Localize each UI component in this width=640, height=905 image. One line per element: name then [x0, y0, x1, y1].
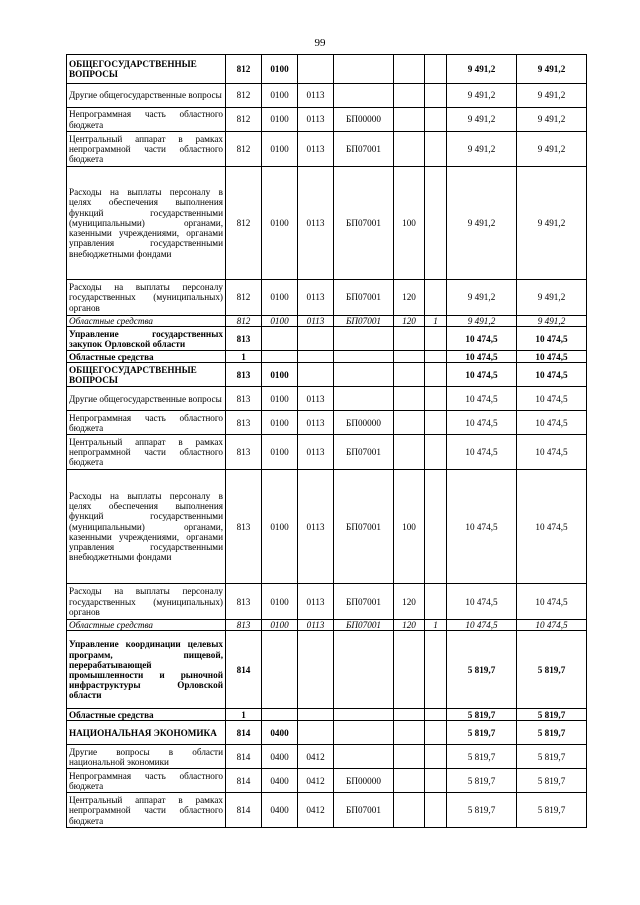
row-funding-source	[425, 351, 447, 363]
row-ved-code: 812	[226, 55, 262, 84]
row-name: Областные средства	[67, 620, 226, 631]
row-amount-1: 10 474,5	[447, 584, 517, 620]
row-target-article: БП07001	[334, 280, 394, 316]
row-funding-source	[425, 411, 447, 435]
row-amount-1: 9 491,2	[447, 84, 517, 108]
table-row	[67, 793, 587, 828]
row-name: Областные средства	[67, 709, 226, 721]
row-subsection-code: 0113	[298, 435, 334, 470]
row-subsection-code	[298, 709, 334, 721]
row-amount-2: 10 474,5	[517, 387, 587, 411]
table-row	[67, 769, 587, 793]
row-expense-type	[394, 769, 425, 793]
row-ved-code: 813	[226, 411, 262, 435]
row-amount-1: 9 491,2	[447, 280, 517, 316]
row-subsection-code: 0113	[298, 411, 334, 435]
row-amount-2: 9 491,2	[517, 280, 587, 316]
row-name: ОБЩЕГОСУДАРСТВЕННЫЕ ВОПРОСЫ	[67, 363, 226, 387]
row-subsection-code	[298, 327, 334, 351]
row-expense-type	[394, 793, 425, 828]
row-expense-type	[394, 631, 425, 709]
row-expense-type	[394, 84, 425, 108]
row-funding-source	[425, 55, 447, 84]
row-target-article: БП00000	[334, 411, 394, 435]
row-expense-type	[394, 55, 425, 84]
row-name: Управление координации целевых программ, пищевой, перерабатывающей промышленности и рыночной инфраструктуры Орловской области	[67, 631, 226, 709]
row-ved-code: 813	[226, 584, 262, 620]
row-amount-2: 5 819,7	[517, 769, 587, 793]
row-subsection-code: 0113	[298, 470, 334, 584]
row-amount-2: 5 819,7	[517, 631, 587, 709]
row-funding-source	[425, 745, 447, 769]
row-amount-2: 9 491,2	[517, 316, 587, 327]
row-ved-code: 814	[226, 769, 262, 793]
row-ved-code: 813	[226, 470, 262, 584]
row-ved-code: 814	[226, 745, 262, 769]
row-subsection-code: 0113	[298, 387, 334, 411]
row-funding-source	[425, 584, 447, 620]
row-target-article	[334, 327, 394, 351]
row-name: Расходы на выплаты персоналу в целях обеспечения выполнения функций государственными (муниципальными) органами, казенными учреждениями, органами управления государственными внебюджетными фондами	[67, 167, 226, 280]
row-amount-1: 5 819,7	[447, 709, 517, 721]
row-amount-2: 9 491,2	[517, 108, 587, 132]
row-amount-1: 9 491,2	[447, 167, 517, 280]
table-row	[67, 631, 587, 709]
row-name: Центральный аппарат в рамках непрограммной части областного бюджета	[67, 793, 226, 828]
table-row	[67, 84, 587, 108]
row-subsection-code: 0113	[298, 316, 334, 327]
table-row	[67, 316, 587, 327]
row-target-article: БП00000	[334, 108, 394, 132]
row-amount-1: 5 819,7	[447, 721, 517, 745]
row-target-article	[334, 55, 394, 84]
row-target-article: БП07001	[334, 470, 394, 584]
row-name: Областные средства	[67, 351, 226, 363]
row-funding-source	[425, 470, 447, 584]
row-ved-code: 812	[226, 132, 262, 167]
row-amount-2: 10 474,5	[517, 363, 587, 387]
row-target-article: БП07001	[334, 435, 394, 470]
row-subsection-code: 0412	[298, 745, 334, 769]
row-amount-1: 10 474,5	[447, 470, 517, 584]
row-ved-code: 814	[226, 793, 262, 828]
table-row	[67, 132, 587, 167]
row-section-code: 0100	[262, 435, 298, 470]
row-amount-1: 5 819,7	[447, 631, 517, 709]
table-row	[67, 411, 587, 435]
row-expense-type	[394, 709, 425, 721]
row-expense-type	[394, 327, 425, 351]
row-funding-source	[425, 793, 447, 828]
row-subsection-code: 0113	[298, 280, 334, 316]
table-row	[67, 470, 587, 584]
row-name: ОБЩЕГОСУДАРСТВЕННЫЕ ВОПРОСЫ	[67, 55, 226, 84]
row-subsection-code: 0113	[298, 108, 334, 132]
row-target-article	[334, 84, 394, 108]
table-row	[67, 108, 587, 132]
row-amount-1: 5 819,7	[447, 769, 517, 793]
row-amount-1: 9 491,2	[447, 316, 517, 327]
row-target-article: БП07001	[334, 620, 394, 631]
row-target-article	[334, 363, 394, 387]
row-expense-type	[394, 745, 425, 769]
row-amount-1: 9 491,2	[447, 55, 517, 84]
row-name: Непрограммная часть областного бюджета	[67, 411, 226, 435]
row-ved-code: 814	[226, 631, 262, 709]
table-row	[67, 280, 587, 316]
row-subsection-code: 0113	[298, 584, 334, 620]
table-row	[67, 363, 587, 387]
row-amount-1: 9 491,2	[447, 132, 517, 167]
row-subsection-code: 0412	[298, 769, 334, 793]
row-amount-2: 9 491,2	[517, 55, 587, 84]
row-section-code	[262, 631, 298, 709]
row-amount-1: 10 474,5	[447, 351, 517, 363]
row-target-article: БП07001	[334, 167, 394, 280]
row-amount-2: 10 474,5	[517, 435, 587, 470]
table-row	[67, 55, 587, 84]
row-amount-2: 10 474,5	[517, 470, 587, 584]
row-expense-type: 120	[394, 280, 425, 316]
row-funding-source	[425, 435, 447, 470]
row-amount-1: 10 474,5	[447, 411, 517, 435]
row-funding-source	[425, 721, 447, 745]
row-section-code: 0100	[262, 411, 298, 435]
row-amount-2: 10 474,5	[517, 327, 587, 351]
row-ved-code: 812	[226, 108, 262, 132]
row-name: Другие вопросы в области национальной экономики	[67, 745, 226, 769]
row-section-code: 0100	[262, 363, 298, 387]
row-amount-2: 5 819,7	[517, 709, 587, 721]
row-target-article	[334, 387, 394, 411]
row-section-code: 0100	[262, 316, 298, 327]
row-expense-type	[394, 411, 425, 435]
row-name: Другие общегосударственные вопросы	[67, 387, 226, 411]
row-section-code: 0100	[262, 387, 298, 411]
row-amount-2: 9 491,2	[517, 132, 587, 167]
row-ved-code: 1	[226, 351, 262, 363]
budget-table	[66, 54, 587, 828]
row-funding-source	[425, 280, 447, 316]
row-funding-source	[425, 327, 447, 351]
row-amount-1: 10 474,5	[447, 363, 517, 387]
row-expense-type	[394, 363, 425, 387]
row-ved-code: 813	[226, 363, 262, 387]
page-number: 99	[314, 37, 326, 49]
row-target-article	[334, 709, 394, 721]
row-ved-code: 812	[226, 84, 262, 108]
row-target-article: БП00000	[334, 769, 394, 793]
row-name: Расходы на выплаты персоналу в целях обеспечения выполнения функций государственными (муниципальными) органами, казенными учреждениями, органами управления государственными внебюджетными фондами	[67, 470, 226, 584]
row-section-code: 0100	[262, 84, 298, 108]
row-section-code: 0100	[262, 55, 298, 84]
row-ved-code: 813	[226, 327, 262, 351]
table-row	[67, 709, 587, 721]
row-ved-code: 812	[226, 167, 262, 280]
row-name: Расходы на выплаты персоналу государственных (муниципальных) органов	[67, 280, 226, 316]
row-amount-1: 10 474,5	[447, 387, 517, 411]
table-row	[67, 584, 587, 620]
row-target-article	[334, 721, 394, 745]
row-section-code: 0400	[262, 769, 298, 793]
row-section-code: 0400	[262, 793, 298, 828]
row-name: Центральный аппарат в рамках непрограммной части областного бюджета	[67, 435, 226, 470]
row-target-article	[334, 351, 394, 363]
row-target-article: БП07001	[334, 793, 394, 828]
row-expense-type: 100	[394, 470, 425, 584]
row-amount-1: 10 474,5	[447, 327, 517, 351]
row-subsection-code	[298, 721, 334, 745]
row-expense-type	[394, 721, 425, 745]
row-name: Непрограммная часть областного бюджета	[67, 769, 226, 793]
row-subsection-code: 0113	[298, 84, 334, 108]
row-funding-source	[425, 387, 447, 411]
row-ved-code: 813	[226, 387, 262, 411]
row-subsection-code: 0113	[298, 620, 334, 631]
row-amount-1: 10 474,5	[447, 620, 517, 631]
row-amount-1: 9 491,2	[447, 108, 517, 132]
row-subsection-code	[298, 363, 334, 387]
row-name: Непрограммная часть областного бюджета	[67, 108, 226, 132]
row-section-code: 0100	[262, 470, 298, 584]
row-expense-type	[394, 108, 425, 132]
row-amount-2: 5 819,7	[517, 745, 587, 769]
table-row	[67, 745, 587, 769]
row-expense-type: 120	[394, 316, 425, 327]
row-section-code: 0100	[262, 584, 298, 620]
row-target-article	[334, 631, 394, 709]
row-amount-2: 9 491,2	[517, 167, 587, 280]
row-subsection-code	[298, 351, 334, 363]
table-row	[67, 351, 587, 363]
row-section-code	[262, 709, 298, 721]
row-expense-type	[394, 435, 425, 470]
row-subsection-code: 0113	[298, 167, 334, 280]
row-funding-source	[425, 108, 447, 132]
row-name: Областные средства	[67, 316, 226, 327]
row-expense-type	[394, 132, 425, 167]
row-expense-type	[394, 387, 425, 411]
row-target-article: БП07001	[334, 132, 394, 167]
row-section-code: 0100	[262, 280, 298, 316]
row-ved-code: 812	[226, 280, 262, 316]
row-amount-2: 10 474,5	[517, 351, 587, 363]
row-name: Центральный аппарат в рамках непрограммной части областного бюджета	[67, 132, 226, 167]
row-target-article	[334, 745, 394, 769]
row-target-article: БП07001	[334, 316, 394, 327]
row-section-code: 0100	[262, 620, 298, 631]
row-subsection-code	[298, 55, 334, 84]
row-expense-type: 120	[394, 584, 425, 620]
table-row	[67, 620, 587, 631]
row-funding-source	[425, 84, 447, 108]
table-row	[67, 387, 587, 411]
row-ved-code: 812	[226, 316, 262, 327]
table-row	[67, 721, 587, 745]
row-expense-type: 120	[394, 620, 425, 631]
row-subsection-code	[298, 631, 334, 709]
row-name: Управление государственных закупок Орловской области	[67, 327, 226, 351]
row-amount-2: 10 474,5	[517, 411, 587, 435]
row-name: Расходы на выплаты персоналу государственных (муниципальных) органов	[67, 584, 226, 620]
row-funding-source	[425, 132, 447, 167]
table-row	[67, 435, 587, 470]
row-section-code: 0400	[262, 745, 298, 769]
row-amount-2: 10 474,5	[517, 584, 587, 620]
row-funding-source	[425, 769, 447, 793]
row-funding-source: 1	[425, 316, 447, 327]
row-funding-source: 1	[425, 620, 447, 631]
row-funding-source	[425, 167, 447, 280]
row-name: Другие общегосударственные вопросы	[67, 84, 226, 108]
row-section-code: 0100	[262, 132, 298, 167]
row-amount-2: 5 819,7	[517, 721, 587, 745]
row-funding-source	[425, 631, 447, 709]
table-row	[67, 327, 587, 351]
row-ved-code: 813	[226, 620, 262, 631]
row-amount-2: 5 819,7	[517, 793, 587, 828]
row-amount-2: 9 491,2	[517, 84, 587, 108]
table-row	[67, 167, 587, 280]
row-section-code: 0100	[262, 108, 298, 132]
row-amount-1: 5 819,7	[447, 793, 517, 828]
row-section-code	[262, 351, 298, 363]
row-expense-type	[394, 351, 425, 363]
row-ved-code: 814	[226, 721, 262, 745]
row-funding-source	[425, 709, 447, 721]
row-section-code	[262, 327, 298, 351]
row-ved-code: 813	[226, 435, 262, 470]
row-target-article: БП07001	[334, 584, 394, 620]
row-subsection-code: 0412	[298, 793, 334, 828]
row-expense-type: 100	[394, 167, 425, 280]
row-subsection-code: 0113	[298, 132, 334, 167]
row-ved-code: 1	[226, 709, 262, 721]
row-amount-2: 10 474,5	[517, 620, 587, 631]
row-amount-1: 10 474,5	[447, 435, 517, 470]
row-funding-source	[425, 363, 447, 387]
row-section-code: 0100	[262, 167, 298, 280]
row-name: НАЦИОНАЛЬНАЯ ЭКОНОМИКА	[67, 721, 226, 745]
row-amount-1: 5 819,7	[447, 745, 517, 769]
row-section-code: 0400	[262, 721, 298, 745]
